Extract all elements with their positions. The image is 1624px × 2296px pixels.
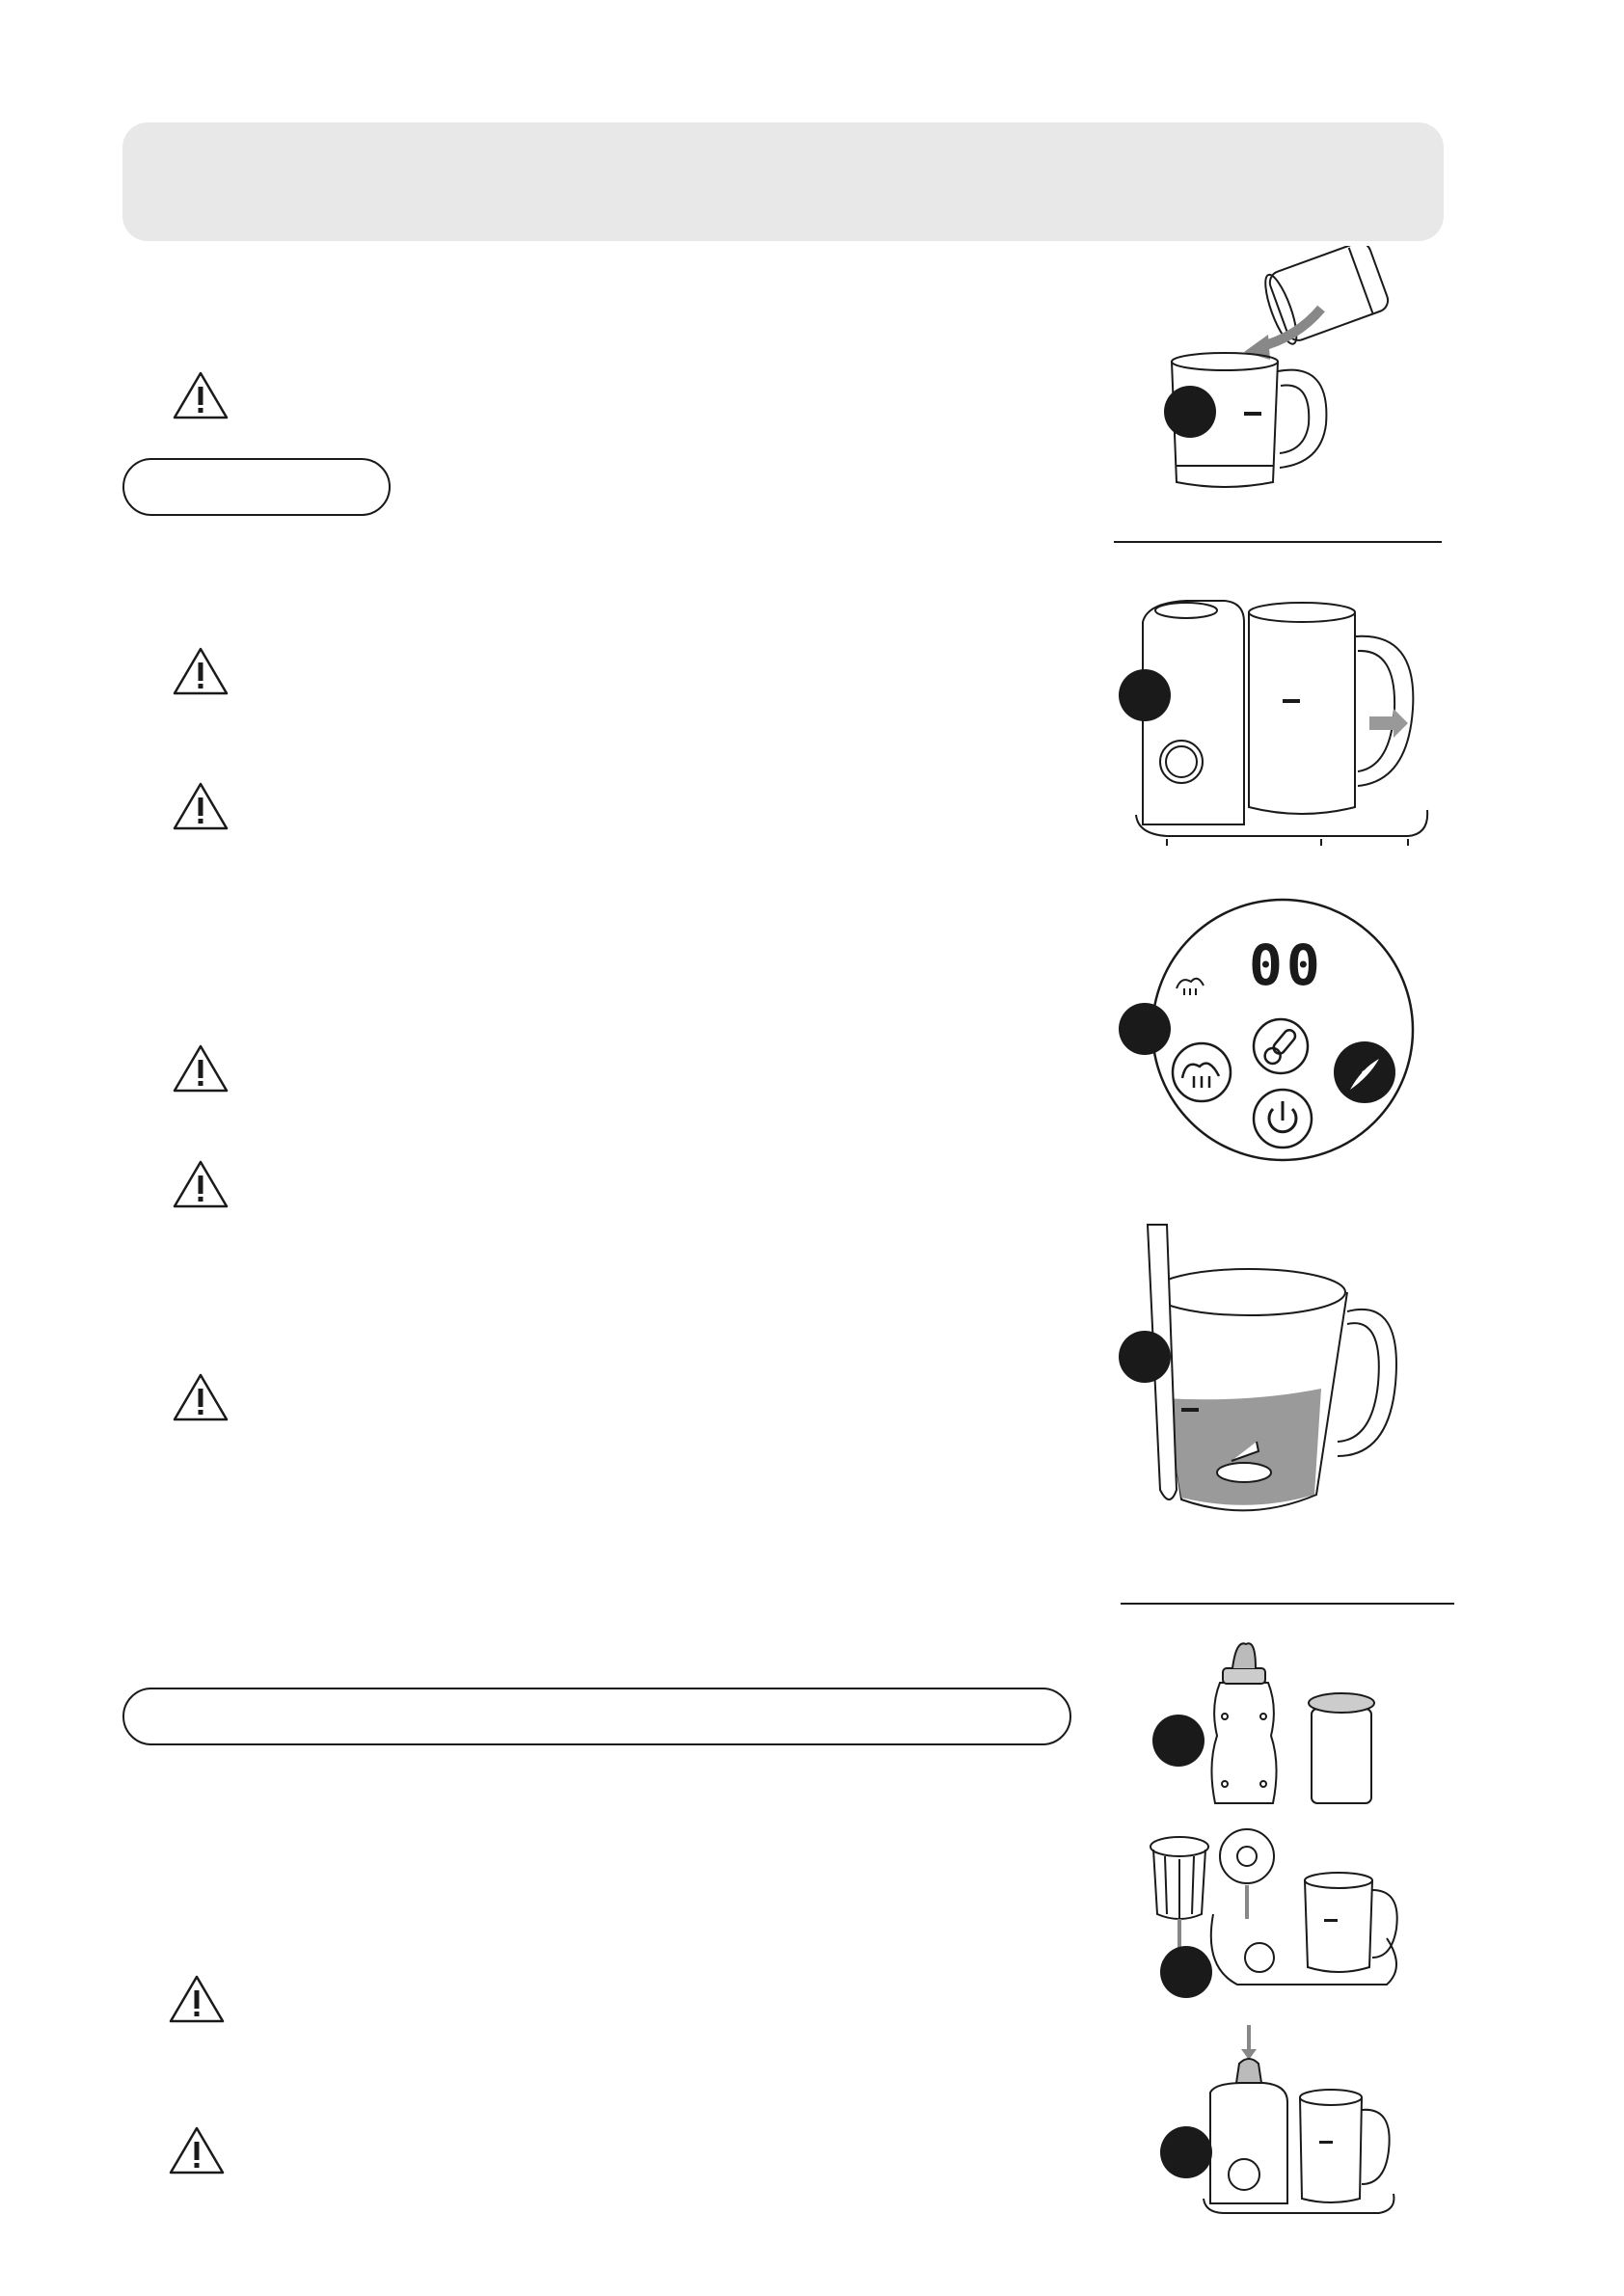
power-button[interactable]: [1254, 1090, 1312, 1148]
step-marker: [1160, 1946, 1212, 1998]
steam-button[interactable]: [1173, 1043, 1231, 1101]
control-panel-illustration: [1148, 897, 1418, 1163]
warning-triangle-icon: [172, 1372, 230, 1422]
illustration-bottle-on-machine: [1196, 2025, 1398, 2223]
section-header-bar: [122, 122, 1444, 241]
illustration-bottle-jar: [1186, 1639, 1398, 1813]
section-pill-label-1: [122, 458, 391, 516]
divider-rule-2: [1121, 1603, 1454, 1605]
step-marker: [1119, 1331, 1171, 1383]
blend-button[interactable]: [1334, 1041, 1395, 1103]
illustration-pour-jug: [1152, 246, 1403, 501]
warning-triangle-icon: [168, 2125, 226, 2175]
illustration-jug-spatula: [1123, 1220, 1398, 1528]
warning-triangle-icon: [172, 1043, 230, 1094]
step-marker: [1119, 1003, 1171, 1055]
step-marker: [1160, 2126, 1212, 2178]
digital-display: 00: [1249, 932, 1324, 998]
illustration-machine-jug: [1128, 593, 1437, 853]
warning-triangle-icon: [172, 646, 230, 696]
thermometer-button[interactable]: [1254, 1019, 1308, 1073]
warning-triangle-icon: [172, 1159, 230, 1209]
warning-triangle-icon: [172, 370, 230, 420]
step-marker: [1119, 669, 1171, 721]
step-marker: [1164, 386, 1216, 438]
section-pill-label-2: [122, 1688, 1071, 1745]
warning-triangle-icon: [168, 1974, 226, 2024]
warning-triangle-icon: [172, 781, 230, 831]
step-marker: [1152, 1715, 1204, 1767]
divider-rule-1: [1114, 541, 1442, 543]
